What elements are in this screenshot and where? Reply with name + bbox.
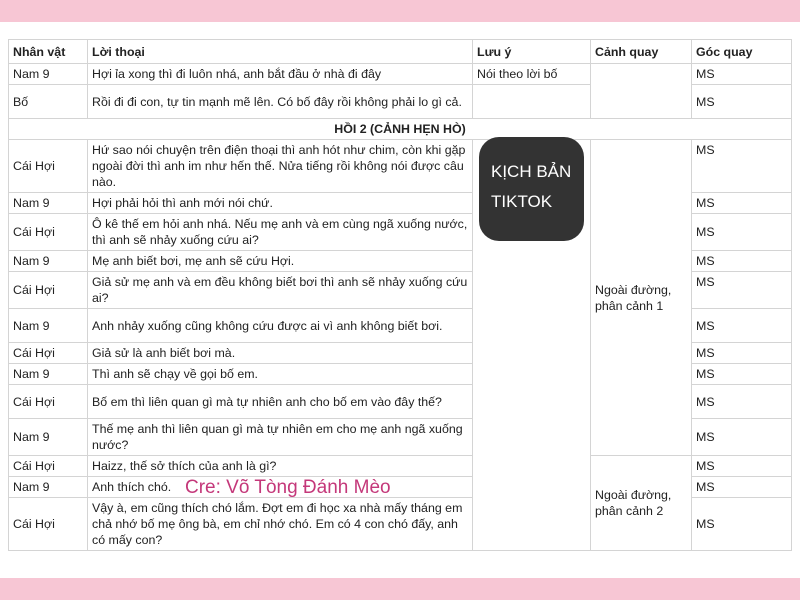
row-angle: MS <box>692 477 792 498</box>
row-character: Cái Hợi <box>9 140 88 193</box>
row-dialogue: Mẹ anh biết bơi, mẹ anh sẽ cứu Hợi. <box>88 251 473 272</box>
row-character: Cái Hợi <box>9 456 88 477</box>
row-character: Bố <box>9 85 88 119</box>
row-angle: MS <box>692 193 792 214</box>
row-angle: MS <box>692 419 792 456</box>
row-dialogue: Hợi phải hỏi thì anh mới nói chứ. <box>88 193 473 214</box>
table-header-row <box>9 40 792 64</box>
credit-watermark: Cre: Võ Tòng Đánh Mèo <box>185 477 391 498</box>
row-angle: MS <box>692 385 792 419</box>
header-angle: Góc quay <box>692 40 792 64</box>
header-note: Lưu ý <box>473 40 591 64</box>
scene-cell-2: Ngoài đường, phân cảnh 2 <box>591 456 692 551</box>
row-angle: MS <box>692 85 792 119</box>
section-row <box>9 119 792 140</box>
row-character: Nam 9 <box>9 193 88 214</box>
row-character: Cái Hợi <box>9 343 88 364</box>
row-dialogue: Hợi ỉa xong thì đi luôn nhá, anh bắt đầu ở nhà đi đây <box>88 64 473 85</box>
row-dialogue: Anh nhảy xuống cũng không cứu được ai vì anh không biết bơi. <box>88 309 473 343</box>
row-angle: MS <box>692 343 792 364</box>
section-title: HỒI 2 (CẢNH HẸN HÒ) <box>9 119 792 140</box>
table-row <box>9 456 792 477</box>
row-character: Cái Hợi <box>9 385 88 419</box>
script-page <box>0 22 800 578</box>
row-character: Nam 9 <box>9 364 88 385</box>
script-badge <box>479 137 584 241</box>
row-dialogue: Thì anh sẽ chạy về gọi bố em. <box>88 364 473 385</box>
script-table <box>8 39 792 551</box>
row-character: Nam 9 <box>9 419 88 456</box>
row-dialogue: Anh thích chó. <box>88 477 473 498</box>
bottom-pink-band <box>0 578 800 600</box>
row-character: Cái Hợi <box>9 272 88 309</box>
row-note <box>473 85 591 119</box>
row-character: Cái Hợi <box>9 498 88 551</box>
row-scene-empty <box>591 64 692 119</box>
row-angle: MS <box>692 456 792 477</box>
table-row <box>9 64 792 85</box>
row-dialogue: Ô kê thế em hỏi anh nhá. Nếu mẹ anh và em cùng ngã xuống nước, thì anh sẽ nhảy xuống cứu ai? <box>88 214 473 251</box>
row-note: Nói theo lời bố <box>473 64 591 85</box>
row-dialogue: Bố em thì liên quan gì mà tự nhiên anh cho bố em vào đây thế? <box>88 385 473 419</box>
row-dialogue: Rồi đi đi con, tự tin mạnh mẽ lên. Có bố đây rồi không phải lo gì cả. <box>88 85 473 119</box>
row-angle: MS <box>692 364 792 385</box>
row-angle: MS <box>692 272 792 309</box>
badge-line-1: KỊCH BẢN <box>491 162 572 181</box>
row-character: Nam 9 <box>9 64 88 85</box>
row-character: Cái Hợi <box>9 214 88 251</box>
top-pink-band <box>0 0 800 22</box>
row-angle: MS <box>692 214 792 251</box>
row-dialogue: Giả sử là anh biết bơi mà. <box>88 343 473 364</box>
header-character: Nhân vật <box>9 40 88 64</box>
row-character: Nam 9 <box>9 309 88 343</box>
header-scene: Cảnh quay <box>591 40 692 64</box>
row-dialogue: Haizz, thế sở thích của anh là gì? <box>88 456 473 477</box>
row-character: Nam 9 <box>9 251 88 272</box>
row-angle: MS <box>692 64 792 85</box>
row-angle: MS <box>692 498 792 551</box>
header-dialogue: Lời thoại <box>88 40 473 64</box>
row-dialogue: Vậy à, em cũng thích chó lắm. Đợt em đi học xa nhà mấy tháng em chả nhớ bố mẹ ông bà, em chỉ nhớ chó. Em có 4 con chó đấy, anh có mấy con? <box>88 498 473 551</box>
table-row <box>9 140 792 193</box>
row-angle: MS <box>692 251 792 272</box>
row-dialogue: Thế mẹ anh thì liên quan gì mà tự nhiên em cho mẹ anh ngã xuống nước? <box>88 419 473 456</box>
row-dialogue: Hứ sao nói chuyện trên điện thoại thì anh hót như chim, còn khi gặp ngoài đời thì anh im như hến thế. Nửa tiếng rồi không nói được câu nào. <box>88 140 473 193</box>
row-character: Nam 9 <box>9 477 88 498</box>
scene-cell-1: Ngoài đường, phân cảnh 1 <box>591 140 692 456</box>
row-angle: MS <box>692 309 792 343</box>
row-angle: MS <box>692 140 792 193</box>
row-dialogue: Giả sử mẹ anh và em đều không biết bơi thì anh sẽ nhảy xuống cứu ai? <box>88 272 473 309</box>
badge-line-2: TIKTOK <box>491 192 553 211</box>
